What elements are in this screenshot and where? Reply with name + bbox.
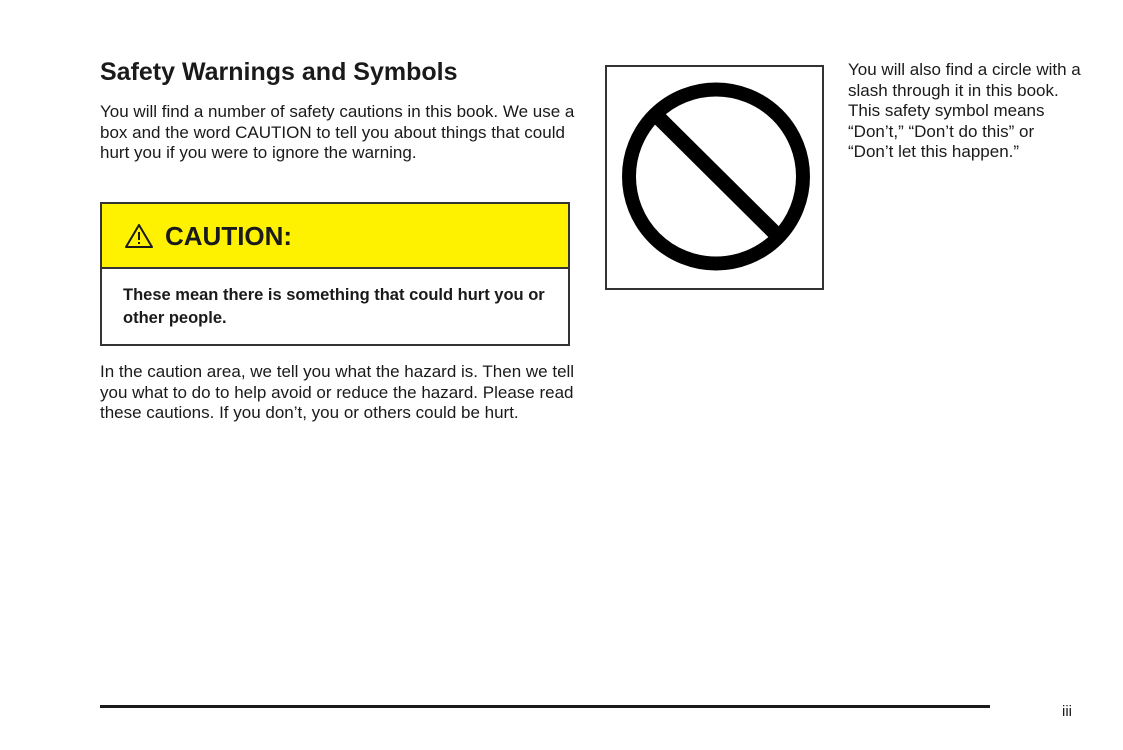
- symbol-frame: [605, 65, 824, 290]
- caution-body: These mean there is something that could hurt you or other people.: [123, 286, 545, 327]
- caution-label: CAUTION:: [165, 221, 293, 251]
- caution-header: [102, 204, 568, 269]
- prohibition-icon: [621, 80, 811, 273]
- intro-paragraph: You will find a number of safety cautions in this book. We use a box and the word CAUTION to tell you about things that could hurt you if you were to ignore the warning.: [100, 102, 575, 163]
- page-title: Safety Warnings and Symbols: [100, 58, 458, 86]
- caution-box: [100, 202, 570, 346]
- footer-rule: [100, 705, 990, 708]
- warning-triangle-icon: [124, 223, 154, 249]
- caution-explanation-paragraph: In the caution area, we tell you what the hazard is. Then we tell you what to do to help avoid or reduce the hazard. Please read these cautions. If you don’t, you or others could be hurt.: [100, 362, 575, 423]
- page-number: iii: [1062, 703, 1072, 720]
- symbol-description-paragraph: You will also find a circle with a slash through it in this book. This safety symbol means “Don’t,” “Don’t do this” or “Don’t let this happen.”: [848, 60, 1081, 162]
